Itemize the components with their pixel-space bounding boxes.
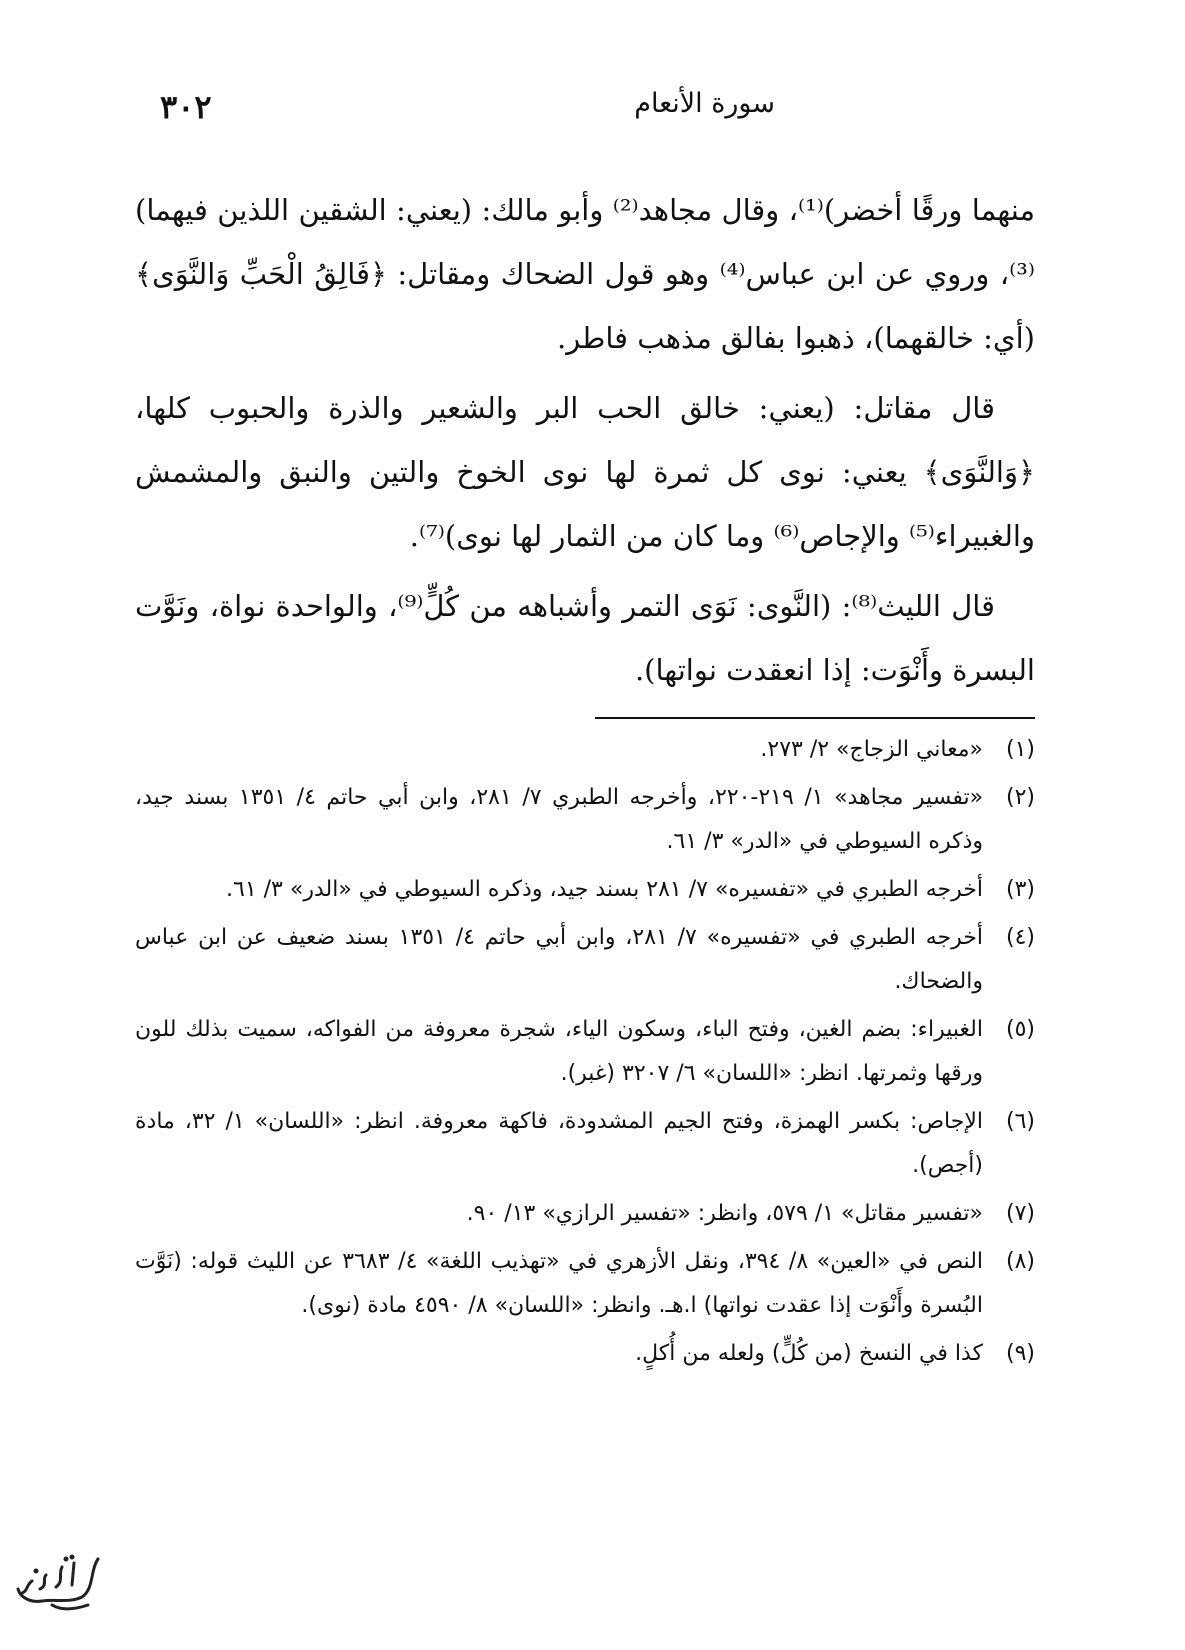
paragraph: قال الليث⁽⁸⁾: (النَّوى: نَوَى التمر وأشباهه من كُلٍّ⁽⁹⁾، والواحدة نواة، ونَوَّت البسرة وأَنْوَت: إذا انعقدت نواتها). xyxy=(135,589,1035,687)
sura-title: سورة الأنعام xyxy=(634,88,775,119)
footnote-text: كذا في النسخ (من كُلٍّ) ولعله من أُكلٍ. xyxy=(635,1341,983,1366)
footnote-item xyxy=(135,1008,1035,1096)
footnote-text: «تفسير مقاتل» ١/ ٥٧٩، وانظر: «تفسير الرازي» ١٣/ ٩٠. xyxy=(466,1201,983,1226)
footnote-number: (٩) xyxy=(1005,1341,1035,1366)
footnote-text: الغبيراء: بضم الغين، وفتح الباء، وسكون الياء، شجرة معروفة من الفواكه، سميت بذلك للون ورقها وثمرتها. انظر: «اللسان» ٦/ ٣٢٠٧ (غبر). xyxy=(135,1017,983,1086)
footnotes xyxy=(135,728,1035,1380)
footnote-text: «معاني الزجاج» ٢/ ٢٧٣. xyxy=(760,737,983,762)
footnote-number: (٢) xyxy=(1005,785,1035,810)
footnote-item xyxy=(135,1332,1035,1376)
footnote-number: (٣) xyxy=(1005,877,1035,902)
main-text xyxy=(135,178,1035,708)
footnote-item xyxy=(135,916,1035,1004)
footnote-number: (٤) xyxy=(1005,925,1035,950)
footnote-number: (٦) xyxy=(1005,1109,1035,1134)
footnote-item xyxy=(135,776,1035,864)
footnote-number: (٨) xyxy=(1005,1249,1035,1274)
footnote-item xyxy=(135,728,1035,772)
footnote-text: أخرجه الطبري في «تفسيره» ٧/ ٢٨١، وابن أبي حاتم ٤/ ١٣٥١ بسند ضعيف عن ابن عباس والضحاك. xyxy=(135,925,983,994)
footnote-item xyxy=(135,868,1035,912)
footnote-text: أخرجه الطبري في «تفسيره» ٧/ ٢٨١ بسند جيد، وذكره السيوطي في «الدر» ٣/ ٦١. xyxy=(226,877,983,902)
footnote-item xyxy=(135,1100,1035,1188)
calligraphy-logo xyxy=(12,1545,104,1617)
footnote-number: (١) xyxy=(1005,737,1035,762)
paragraph: قال مقاتل: (يعني: خالق الحب البر والشعير والذرة والحبوب كلها، ﴿وَالنَّوَى﴾ يعني: نوى كل ثمرة لها نوى الخوخ والتين والنبق والمشمش والغبيراء⁽⁵⁾ والإجاص⁽⁶⁾ وما كان من الثمار لها نوى)⁽⁷⁾. xyxy=(135,391,1035,553)
footnote-separator xyxy=(595,717,1035,719)
footnote-number: (٧) xyxy=(1005,1201,1035,1226)
footnote-text: «تفسير مجاهد» ١/ ٢١٩-٢٢٠، وأخرجه الطبري ٧/ ٢٨١، وابن أبي حاتم ٤/ ١٣٥١ بسند جيد، وذكره السيوطي في «الدر» ٣/ ٦١. xyxy=(135,785,984,854)
paragraph: منهما ورقًا أخضر)⁽¹⁾، وقال مجاهد⁽²⁾ وأبو مالك: (يعني: الشقين اللذين فيهما)⁽³⁾، وروي عن ابن عباس⁽⁴⁾ وهو قول الضحاك ومقاتل: ﴿فَالِقُ الْحَبِّ وَالنَّوَى﴾ (أي: خالقهما)، ذهبوا بفالق مذهب فاطر. xyxy=(135,193,1036,355)
footnote-text: الإجاص: بكسر الهمزة، وفتح الجيم المشدودة، فاكهة معروفة. انظر: «اللسان» ١/ ٣٢، مادة (أجص). xyxy=(135,1109,983,1178)
footnote-item xyxy=(135,1240,1035,1328)
page-header xyxy=(160,70,1025,126)
footnote-text: النص في «العين» ٨/ ٣٩٤، ونقل الأزهري في «تهذيب اللغة» ٤/ ٣٦٨٣ عن الليث قوله: (نَوَّت البُسرة وأَنْوَت إذا عقدت نواتها) ا.هـ. وانظر: «اللسان» ٨/ ٤٥٩٠ مادة (نوى). xyxy=(135,1249,984,1318)
footnote-item xyxy=(135,1192,1035,1236)
footnote-number: (٥) xyxy=(1005,1017,1035,1042)
page-number: ٣٠٢ xyxy=(160,88,212,126)
